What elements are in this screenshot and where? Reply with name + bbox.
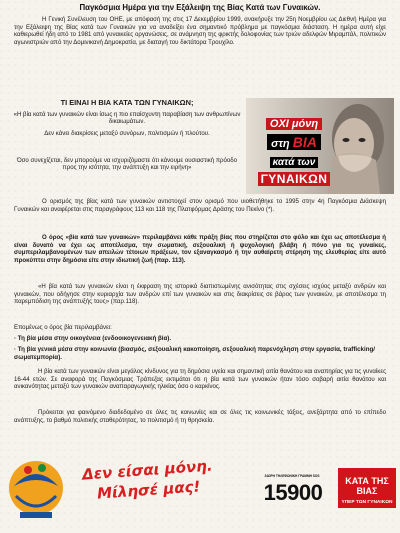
slogan-line-1: Δεν είσαι μόνη. [81,456,214,484]
poster-line-1: ΟΧΙ μόνη [266,118,322,130]
poster-line-2 [267,134,321,150]
list-intro: Επομένως ο όρος βία περιλαμβάνει: [14,324,112,331]
closing-paragraph-2: Πρόκειται για φαινόμενο διαδεδομένο σε όλες τις κοινωνίες και σε όλες τις κοινωνικές τάξεις, ανεξάρτητα από το επίπεδο ανάπτυξης, το βαθμό πολιτικής σταθερότητας, το πολιτισμό ή τη θρησκεία. [14,409,386,424]
hotline-number: 15900 [263,480,323,505]
campaign-poster-image [246,98,394,194]
poster-line-2a: στη [271,138,293,150]
brand-sub-text: ΥΠΕΡ ΤΩΝ ΓΥΝΑΙΚΩΝ [341,500,393,505]
list-item-2: · Τη βία γενικά μέσα στην κοινωνία (βιασμός, σεξουαλική κακοποίηση, σεξουαλική παρενόχληση στην εργασία, trafficking/σωματεμπορία). [14,346,375,361]
section-heading: ΤΙ ΕΙΝΑΙ Η ΒΙΑ ΚΑΤΑ ΤΩΝ ΓΥΝΑΙΚΩΝ; [60,98,194,107]
poster-line-2b: ΒΙΑ [292,134,317,150]
campaign-brand-badge [338,468,396,508]
brand-main-text: ΚΑΤΑ ΤΗΣ ΒΙΑΣ [345,476,389,496]
definition-second: «Η βία κατά των γυναικών είναι η έκφραση της ιστορικά διαπιστωμένης ανισότητας στις σχέσεις ισχύος μεταξύ ανδρών και γυναικών, που οδήγησε στην κυριαρχία των ανδρών επί των γυναικών και στις διακρίσεις σε βάρος των γυναικών, με αποτέλεσμα τη παρεμπόδιση της ανάπτυξής τους» (παρ.118). [14,283,386,305]
organization-logo-icon [6,456,66,526]
hotline-caption: 24ΩΡΗ ΤΗΛΕΦΩΝΙΚΗ ΓΡΑΜΜΗ SOS [264,474,320,478]
poster-line-3: κατά των [270,157,319,168]
intro-paragraph: Η Γενική Συνέλευση του ΟΗΕ, με απόφασή της στις 17 Δεκεμβρίου 1999, ανακήρυξε την 25η Νοεμβρίου ως Διεθνή Ημέρα για την Εξάλειψη της Βίας κατά των Γυναικών για να αναδείξει ένα σημαντικό πρόβλημα με παγκόσμια διάσταση. Η ημέρα αυτή είχε καθιερωθεί ήδη από το 1981 από γυναικείες οργανώσεις, σε ανάμνηση της φρικτής δολοφονίας των τριών αδελφών Μιραμπάλ, πολιτικών αγωνιστριών από την Δομινικανή Δημοκρατία, με διαταγή του δικτάτορα Τρουχίλο. [14,16,386,46]
poster-slogan-block [246,114,342,188]
poster-line-4: ΓΥΝΑΙΚΩΝ [258,172,331,186]
slogan-line-2: Μίλησέ μας! [96,477,201,503]
closing-paragraph-1: Η βία κατά των γυναικών είναι μεγάλος κίνδυνος για τη δημόσια υγεία και σημαντική αιτία θανάτου και αναπηρίας για τις γυναίκες 16-44 ετών. Σε αναφορά της Παγκόσμιας Τράπεζας εκτιμάται ότι η βία κατά των γυναικών ήταν τόσο σοβαρή αιτία θανάτου και ανικανότητας μεταξύ των γυναικών αναπαραγωγικής ηλικίας όσο ο καρκίνος. [14,368,386,390]
list-item-1: · Τη βία μέσα στην οικογένεια (ενδοοικογενειακή βία). [14,335,172,342]
footer-slogan [77,455,219,505]
quote-line-1: «Η βία κατά των γυναικών είναι ίσως η πιο επαίσχυντη παραβίαση των ανθρωπίνων δικαιωμάτων. [13,111,241,126]
organization-logo [6,456,66,526]
quote-line-2: Δεν κάνει διακρίσεις μεταξύ συνόρων, πολιτισμών ή πλούτου. [44,130,210,137]
quote-line-3: Όσο συνεχίζεται, δεν μπορούμε να ισχυριζόμαστε ότι κάνουμε ουσιαστική πρόοδο προς την ισότητα, την ανάπτυξη και την ειρήνη» [16,157,238,172]
definition-intro: Ο ορισμός της βίας κατά των γυναικών αντιστοιχεί στον ορισμό που υιοθετήθηκε το 1995 στην 4η Παγκόσμια Διάσκεψη Γυναικών και αναφέρεται στις παραγράφους 113 και 118 της Πλατφόρμας Δράσης του Πεκίνο (*). [14,198,386,213]
page-title: Παγκόσμια Ημέρα για την Εξάλειψη της Βίας Κατά των Γυναικών. [79,3,321,12]
definition-bold: Ο όρος «βία κατά των γυναικών» περιλαμβάνει κάθε πράξη βίας που στηρίζεται στο φύλο και έχει ως αποτέλεσμα ή είναι δυνατό να έχει ως αποτέλεσμα, την σωματική, σεξουαλική ή ψυχολογική βλάβη ή πόνο για τις γυναίκες, συμπεριλαμβανομένων των απειλών τέτοιων πράξεων, τον εξαναγκασμό ή την αυθαίρετη στέρηση της ελευθερίας είτε αυτό προκύπτει στην δημόσια είτε στην ιδιωτική ζωή (παρ. 113). [14,234,386,264]
